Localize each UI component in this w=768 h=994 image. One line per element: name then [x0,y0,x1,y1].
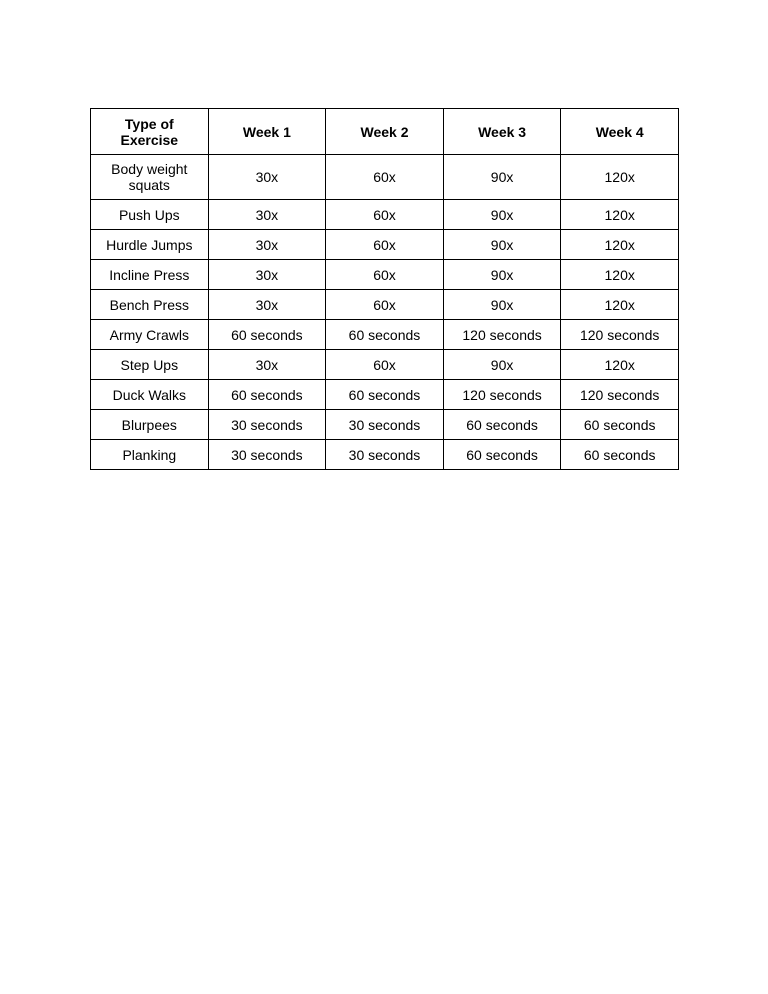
week-1-cell: 30x [208,290,326,320]
week-4-cell: 60 seconds [561,440,679,470]
week-3-cell: 60 seconds [443,410,561,440]
week-1-cell: 30 seconds [208,410,326,440]
week-4-cell: 120x [561,260,679,290]
table-row [91,380,679,410]
week-1-cell: 30x [208,230,326,260]
exercise-name-cell: Army Crawls [91,320,209,350]
exercise-name-cell: Incline Press [91,260,209,290]
week-1-cell: 30x [208,155,326,200]
week-1-cell: 60 seconds [208,320,326,350]
header-type-of-exercise: Type of Exercise [91,109,209,155]
table-row [91,350,679,380]
table-row [91,155,679,200]
week-2-cell: 30 seconds [326,410,444,440]
exercise-name-cell: Push Ups [91,200,209,230]
week-3-cell: 120 seconds [443,380,561,410]
header-week-4: Week 4 [561,109,679,155]
week-1-cell: 30 seconds [208,440,326,470]
week-2-cell: 60 seconds [326,320,444,350]
exercise-name-cell: Blurpees [91,410,209,440]
table-row [91,320,679,350]
table-row [91,410,679,440]
week-2-cell: 60x [326,290,444,320]
table-row [91,260,679,290]
week-4-cell: 120x [561,230,679,260]
header-week-3: Week 3 [443,109,561,155]
week-2-cell: 60 seconds [326,380,444,410]
week-2-cell: 60x [326,230,444,260]
week-1-cell: 30x [208,350,326,380]
week-3-cell: 90x [443,200,561,230]
week-4-cell: 60 seconds [561,410,679,440]
exercise-name-cell: Body weight squats [91,155,209,200]
table-row [91,440,679,470]
exercise-name-cell: Duck Walks [91,380,209,410]
header-week-2: Week 2 [326,109,444,155]
week-3-cell: 120 seconds [443,320,561,350]
week-3-cell: 90x [443,290,561,320]
week-3-cell: 90x [443,155,561,200]
table-row [91,290,679,320]
week-4-cell: 120x [561,350,679,380]
week-2-cell: 60x [326,260,444,290]
week-4-cell: 120x [561,155,679,200]
week-4-cell: 120x [561,200,679,230]
week-2-cell: 60x [326,200,444,230]
week-1-cell: 60 seconds [208,380,326,410]
exercise-name-cell: Bench Press [91,290,209,320]
week-1-cell: 30x [208,200,326,230]
week-4-cell: 120x [561,290,679,320]
exercise-name-cell: Step Ups [91,350,209,380]
week-3-cell: 60 seconds [443,440,561,470]
week-3-cell: 90x [443,260,561,290]
exercise-schedule-table [90,108,679,470]
table-row [91,200,679,230]
exercise-name-cell: Planking [91,440,209,470]
week-2-cell: 60x [326,155,444,200]
week-4-cell: 120 seconds [561,380,679,410]
week-2-cell: 30 seconds [326,440,444,470]
table-row [91,230,679,260]
week-1-cell: 30x [208,260,326,290]
table-header-row [91,109,679,155]
week-3-cell: 90x [443,350,561,380]
week-2-cell: 60x [326,350,444,380]
header-week-1: Week 1 [208,109,326,155]
week-3-cell: 90x [443,230,561,260]
exercise-name-cell: Hurdle Jumps [91,230,209,260]
week-4-cell: 120 seconds [561,320,679,350]
